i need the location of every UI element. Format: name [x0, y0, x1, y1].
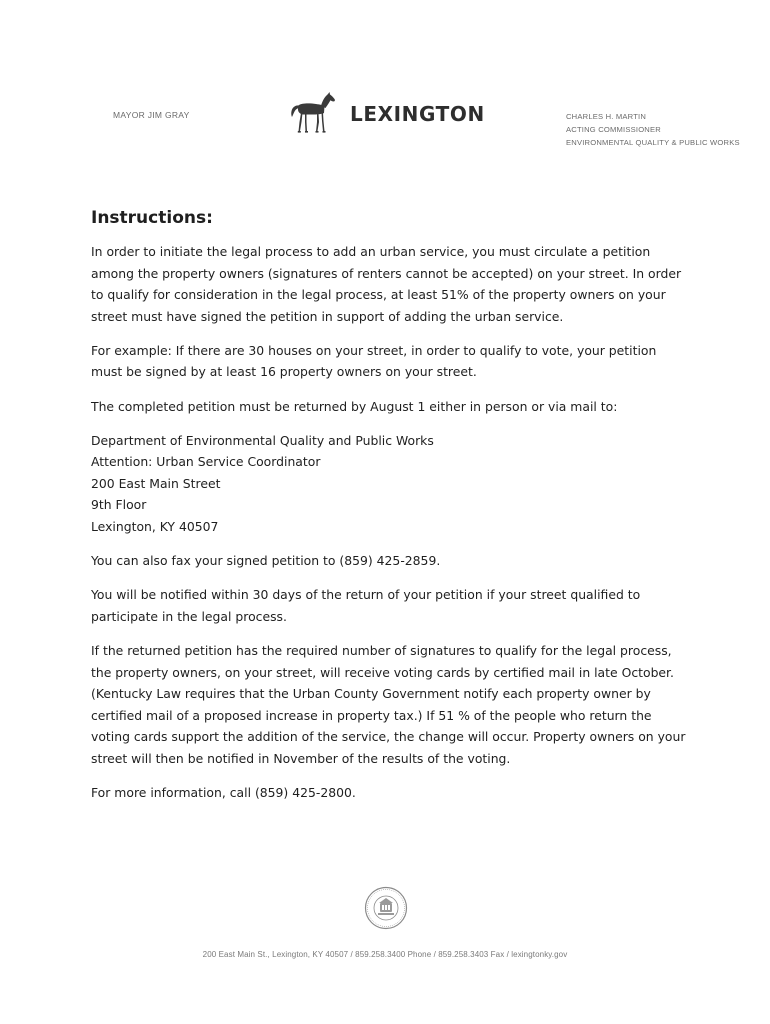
paragraph-notification: You will be notified within 30 days of the return of your petition if your street qualified to participate in the legal process.	[91, 587, 641, 624]
mailing-address	[91, 430, 691, 538]
commissioner-name: CHARLES H. MARTIN	[566, 112, 647, 121]
document-heading: Instructions:	[91, 208, 213, 228]
address-line: Department of Environmental Quality and Public Works	[91, 432, 434, 448]
horse-icon	[286, 91, 338, 135]
letterhead	[0, 0, 770, 160]
address-line: Lexington, KY 40507	[91, 519, 219, 535]
paragraph-petition-process: In order to initiate the legal process to add an urban service, you must circulate a petition among the property owners (signatures of renters cannot be accepted) on your street. In order to qualify for consideration in the legal process, at least 51% of the property owners on your street must have signed the petition in support of adding the urban service.	[91, 244, 682, 324]
paragraph-fax: You can also fax your signed petition to (859) 425-2859.	[91, 553, 441, 569]
lexington-logo	[286, 90, 485, 136]
mayor-name: MAYOR JIM GRAY	[113, 110, 190, 120]
footer-contact: 200 East Main St., Lexington, KY 40507 / 859.258.3400 Phone / 859.258.3403 Fax / lexingtonky.gov	[202, 950, 568, 959]
address-line: Attention: Urban Service Coordinator	[91, 454, 321, 470]
paragraph-more-info: For more information, call (859) 425-2800.	[91, 784, 356, 800]
paragraph-return-deadline: The completed petition must be returned by August 1 either in person or via mail to:	[91, 398, 618, 414]
address-line: 9th Floor	[91, 497, 147, 513]
address-line: 200 East Main Street	[91, 475, 221, 491]
commissioner-department: ENVIRONMENTAL QUALITY & PUBLIC WORKS	[566, 138, 740, 147]
paragraph-voting-process: If the returned petition has the required number of signatures to qualify for the legal process, the property owners, on your street, will receive voting cards by certified mail in late October. (Kentucky Law requires that the Urban County Government notify each property owner by certified mail of a proposed increase in property tax.) If 51 % of the people who return the voting cards support the addition of the service, the change will occur. Property owners on your street will then be notified in November of the results of the voting.	[91, 642, 686, 766]
logo-wordmark: LEXINGTON	[350, 102, 485, 126]
commissioner-title: ACTING COMMISSIONER	[566, 125, 661, 134]
document-body	[91, 205, 691, 816]
commissioner-block	[566, 110, 740, 149]
city-seal-icon	[364, 886, 408, 930]
paragraph-example: For example: If there are 30 houses on your street, in order to qualify to vote, your petition must be signed by at least 16 property owners on your street.	[91, 342, 657, 380]
